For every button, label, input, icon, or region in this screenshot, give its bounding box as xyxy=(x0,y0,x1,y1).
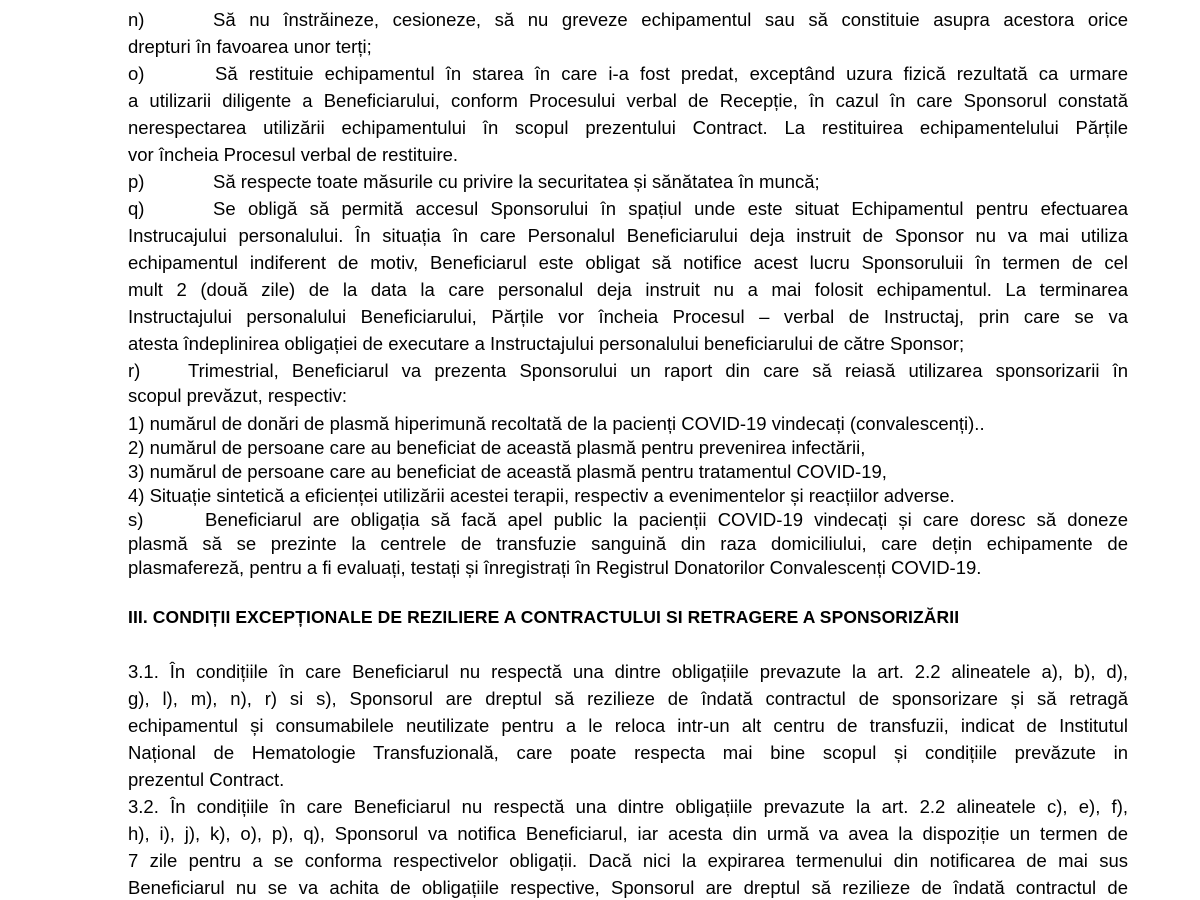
item-o-line-4: vor încheia Procesul verbal de restituire. xyxy=(128,144,459,165)
item-s-line-3: plasmafereză, pentru a fi evaluați, testați și înregistrați în Registrul Donatorilor Convalescenți COVID-19. xyxy=(128,557,982,578)
item-n-line-2: drepturi în favoarea unor terți; xyxy=(128,36,372,57)
item-q-label: q) xyxy=(128,198,145,219)
item-p-line-1: p) Să respecte toate măsurile cu privire la securitatea și sănătatea în muncă; xyxy=(128,168,1128,195)
item-o-line-1: o) Să restituie echipamentul în starea în care i-a fost predat, exceptând uzura fizică rezultată ca urmare xyxy=(128,60,1128,87)
section-heading: III. CONDIȚII EXCEPȚIONALE DE REZILIERE A CONTRACTULUI SI RETRAGERE A SPONSORIZĂRII xyxy=(128,607,960,627)
item-s-line-1: s) Beneficiarul are obligația să facă apel public la pacienții COVID-19 vindecați și care doresc să doneze xyxy=(128,506,1128,533)
para-3-2-line-4: Beneficiarul nu se va achita de obligațiile respective, Sponsorul are dreptul să rezilieze de îndată contractul de xyxy=(128,877,1128,898)
item-r-sub-3: 3) numărul de persoane care au beneficiat de această plasmă pentru tratamentul COVID-19, xyxy=(128,461,887,482)
item-r-line-1: r) Trimestrial, Beneficiarul va prezenta Sponsorului un raport din care să reiasă utilizarea sponsorizarii în xyxy=(128,357,1128,384)
para-3-1-line-3: echipamentul și consumabilele neutilizate pentru a le reloca intr-un alt centru de transfuzii, indicat de Institutul xyxy=(128,715,1128,736)
para-3-1-line-5: prezentul Contract. xyxy=(128,769,285,790)
item-r-sub-2: 2) numărul de persoane care au beneficiat de această plasmă pentru prevenirea infectării, xyxy=(128,437,866,458)
item-o-line-3: nerespectarea utilizării echipamentului în scopul prezentului Contract. La restituirea echipamentelului Părțile xyxy=(128,117,1128,138)
item-q-line-1: q) Se obligă să permită accesul Sponsorului în spațiul unde este situat Echipamentul pentru efectuarea xyxy=(128,195,1128,222)
para-3-1-line-4: Național de Hematologie Transfuzională, care poate respecta mai bine scopul și condițiile prevăzute in xyxy=(128,742,1128,763)
item-r-line-2: scopul prevăzut, respectiv: xyxy=(128,385,348,406)
item-s-line-2: plasmă să se prezinte la centrele de transfuzie sanguină din raza domiciliului, care dețin echipamente de xyxy=(128,533,1128,554)
para-3-2-line-3: 7 zile pentru a se conforma respectivelor obligații. Dacă nici la expirarea termenului din notificarea de mai sus xyxy=(128,850,1128,871)
item-q-line-6: atesta îndeplinirea obligației de executare a Instructajului personalului beneficiarului de către Sponsor; xyxy=(128,333,965,354)
item-n-label: n) xyxy=(128,9,145,30)
item-r-sub-1: 1) numărul de donări de plasmă hiperimună recoltată de la pacienți COVID-19 vindecați (convalescenți).. xyxy=(128,413,985,434)
para-3-1-line-1: 3.1. În condițiile în care Beneficiarul nu respectă una dintre obligațiile prevazute la art. 2.2 alineatele a), b), d), xyxy=(128,661,1128,682)
item-q-line-4: mult 2 (două zile) de la data la care personalul deja instruit nu a mai folosit echipamentul. La terminarea xyxy=(128,279,1128,300)
para-3-2-line-1: 3.2. În condițiile în care Beneficiarul nu respectă una dintre obligațiile prevazute la art. 2.2 alineatele c), e), f), xyxy=(128,796,1128,817)
item-q-line-3: echipamentul indiferent de motiv, Beneficiarul este obligat să notifice acest lucru Sponsoruluii în termen de cel xyxy=(128,252,1128,273)
item-s-label: s) xyxy=(128,509,144,530)
para-3-1-line-2: g), l), m), n), r) si s), Sponsorul are dreptul să rezilieze de îndată contractul de sponsorizare și să retragă xyxy=(128,688,1128,709)
item-r-label: r) xyxy=(128,360,141,381)
item-r-sub-4: 4) Situație sintetică a eficienței utilizării acestei terapii, respectiv a evenimentelor și reacțiilor adverse. xyxy=(128,485,955,506)
item-q-line-5: Instructajului personalului Beneficiarului, Părțile vor încheia Procesul – verbal de Instructaj, prin care se va xyxy=(128,306,1128,327)
item-p-label: p) xyxy=(128,171,145,192)
item-o-line-2: a utilizarii diligente a Beneficiarului, conform Procesului verbal de Recepție, în cazul în care Sponsorul constată xyxy=(128,90,1128,111)
item-n-line-1: n) Să nu înstrăineze, cesioneze, să nu greveze echipamentul sau să constituie asupra acestora orice xyxy=(128,6,1128,33)
item-q-line-2: Instrucajului personalului. În situația în care Personalul Beneficiarului deja instruit de Sponsor nu va mai utiliza xyxy=(128,225,1128,246)
item-o-label: o) xyxy=(128,63,145,84)
para-3-2-line-2: h), i), j), k), o), p), q), Sponsorul va notifica Beneficiarul, iar acesta din urmă va avea la dispoziție un termen de xyxy=(128,823,1128,844)
